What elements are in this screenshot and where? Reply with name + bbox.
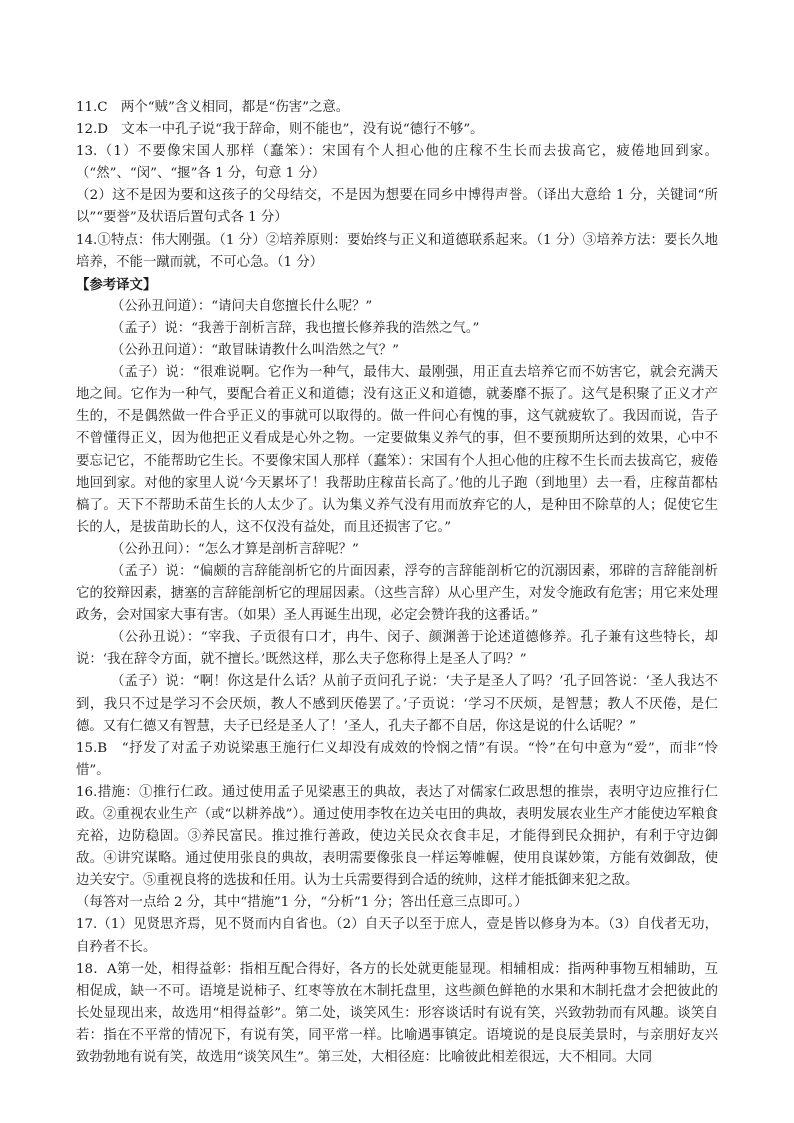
answer-13-part1: 13.（1）不要像宋国人那样（蠢笨）：宋国有个人担心他的庄稼不生长而去拔高它，疲倦地回到家。（“然”、“闵”、“揠”各 1 分，句意 1 分） [76, 144, 718, 182]
answer-15: 15.B “抒发了对孟子劝说梁惠王施行仁义却没有成效的怜悯之情”有误。“怜”在句中意为“爱”，而非“怜惜”。 [76, 740, 718, 778]
answer-18: 18．A第一处，相得益彰：指相互配合得好，各方的长处就更能显现。相辅相成：指两种事物互相辅助，互相促成，缺一不可。语境是说柿子、红枣等放在木制托盘里，这些颜色鲜艳的水果和木制托盘才会把彼此的长处显现出来，故选用“相得益彰”。第二处，谈笑风生：形容谈话时有说有笑，兴致勃勃而有风趣。谈笑自若：指在不平常的情况下，有说有笑，同平常一样。比喻遇事镇定。语境说的是良辰美景时，与亲朋好友兴致勃勃地有说有笑，故选用“谈笑风生”。第三处，大相径庭：比喻彼此相差很远，大不相同。大同 [76, 961, 718, 1066]
answer-11: 11.C 两个“贼”含义相同，都是“伤害”之意。 [76, 100, 350, 115]
answer-13-part2: （2）这不是因为要和这孩子的父母结交，不是因为想要在同乡中博得声誉。（译出大意给 1 分，关键词“所以”“要誉”及状语后置句式各 1 分） [76, 188, 718, 226]
answer-12: 12.D 文本一中孔子说“我于辞命，则不能也”，没有说“德行不够”。 [76, 122, 484, 138]
translation-paragraph: （孟子）说：“啊！你这是什么话？从前子贡问孔子说：‘夫子是圣人了吗？’孔子回答说：‘圣人我达不到，我只不过是学习不会厌烦，教人不感到厌倦罢了。’子贡说：‘学习不厌烦，是智慧；教人不厌倦，是仁德。又有仁德又有智慧，夫子已经是圣人了！’圣人，孔夫子都不自居，你这是说的什么话呢？” [76, 674, 718, 734]
translation-paragraph: （公孙丑问道）：“请问夫自您擅长什么呢？” [110, 298, 373, 314]
answer-16: 16.措施：①推行仁政。通过使用孟子见梁惠王的典故，表达了对儒家仁政思想的推崇，表明守边应推行仁政。②重视农业生产（或“以耕养战”）。通过使用李牧在边关屯田的典故，表明发展农业生产才能使边军粮食充裕，边防稳固。③养民富民。推过推行善政，使边关民众衣食丰足，才能得到民众拥护，有利于守边御敌。④讲究谋略。通过使用张良的典故，表明需要像张良一样运筹帷幄，使用良谋妙策，方能有效御敌，使边关安宁。⑤重视良将的选拔和任用。认为士兵需要得到合适的统帅，这样才能抵御来犯之敌。 [76, 784, 718, 889]
translation-paragraph: （孟子）说：“我善于剖析言辞，我也擅长修养我的浩然之气。” [110, 320, 480, 336]
answer-sheet-page [76, 97, 718, 1069]
translation-paragraph: （公孙丑说）：“宰我、子贡很有口才，冉牛、闵子、颜渊善于论述道德修养。孔子兼有这些特长，却说：‘我在辞令方面，就不擅长。’既然这样，那么夫子您称得上是圣人了吗？” [76, 630, 718, 668]
reference-translation-heading: 【参考译文】 [76, 276, 157, 293]
translation-paragraph: （公孙丑问道）：“敢冒昧请教什么叫浩然之气？” [110, 343, 400, 359]
answer-16-scoring-note: （每答对一点给 2 分，其中“措施”1 分，“分析”1 分；答出任意三点即可。） [76, 895, 528, 911]
translation-paragraph: （孟子）说：“很难说啊。它作为一种气，最伟大、最刚强，用正直去培养它而不妨害它，就会充满天地之间。它作为一种气，要配合着正义和道德；没有这正义和道德，就萎靡不振了。这气是积聚了正义才产生的，不是偶然做一件合乎正义的事就可以取得的。做一件问心有愧的事，这气就疲软了。我因而说，告子不曾懂得正义，因为他把正义看成是心外之物。一定要做集义养气的事，但不要预期所达到的效果，心中不要忘记它，不能帮助它生长。不要像宋国人那样（蠢笨）：宋国有个人担心他的庄稼不生长而去拔高它，疲倦地回到家。对他的家里人说‘今天累坏了！我帮助庄稼苗长高了。’他的儿子跑（到地里）去一看，庄稼苗都枯槁了。天下不帮助禾苗生长的人太少了。认为集义养气没有用而放弃它的人，是种田不除草的人；促使它生长的人，是拔苗助长的人，这不仅没有益处，而且还损害了它。” [76, 365, 718, 535]
translation-paragraph: （公孙丑问）：“怎么才算是剖析言辞呢？” [110, 541, 359, 557]
answer-17: 17.（1）见贤思齐焉，见不贤而内自省也。（2）自天子以至于庶人，壹是皆以修身为本。（3）自伐者无功，自矜者不长。 [76, 917, 718, 955]
translation-paragraph: （孟子）说：“偏颇的言辞能剖析它的片面因素，浮夸的言辞能剖析它的沉溺因素，邪辟的言辞能剖析它的狡辩因素，搪塞的言辞能剖析它的理屈因素。（这些言辞）从心里产生，对发令施政有危害；用它来处理政务，会对国家大事有害。（如果）圣人再诞生出现，必定会赞许我的这番话。” [76, 563, 718, 624]
answer-14: 14.①特点：伟大刚强。（1 分）②培养原则：要始终与正义和道德联系起来。（1 分）③培养方法：要长久地培养，不能一蹴而就，不可心急。（1 分） [76, 232, 718, 270]
